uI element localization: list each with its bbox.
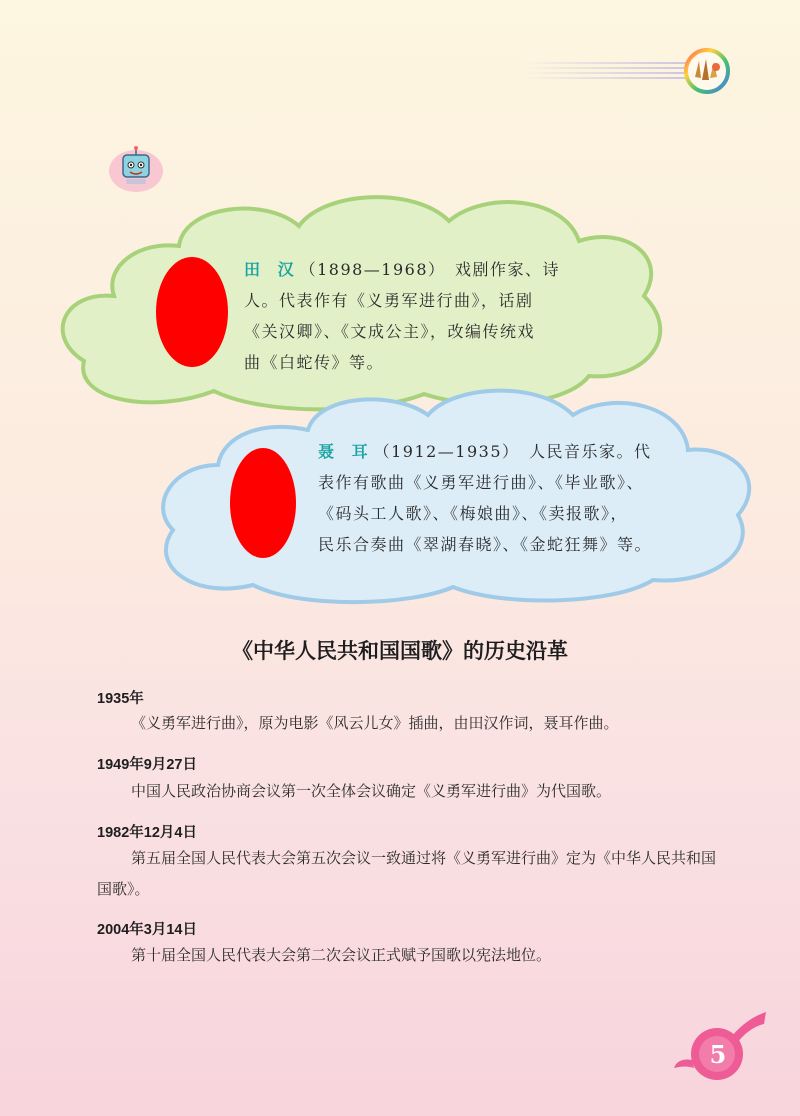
timeline-text: 《义勇军进行曲》，原为电影《风云儿女》插曲，由田汉作词，聂耳作曲。 <box>131 714 619 732</box>
nie-er-name: 聂 耳 <box>318 442 374 461</box>
nie-er-bio <box>318 436 652 560</box>
bio-line: 《码头工人歌》、《梅娘曲》、《卖报歌》， <box>318 504 629 523</box>
timeline-year: 2004年3月14日 <box>97 922 197 938</box>
bio-line: （1912—1935） 人民音乐家。代 <box>373 442 652 461</box>
tian-han-bio <box>244 254 560 378</box>
timeline-year: 1982年12月4日 <box>97 825 197 841</box>
bio-line: （1898—1968） 戏剧作家、诗 <box>299 260 561 279</box>
bio-line: 曲《白蛇传》等。 <box>244 353 385 372</box>
timeline-text: 中国人民政治协商会议第一次全体会议确定《义勇军进行曲》为代国歌。 <box>131 782 612 800</box>
bio-line: 《关汉卿》、《文成公主》，改编传统戏 <box>244 322 536 341</box>
music-instruments-emblem-icon <box>683 47 731 95</box>
nie-er-portrait <box>230 448 296 558</box>
page-number: 5 <box>709 1040 727 1069</box>
timeline-text: 第十届全国人民代表大会第二次会议正式赋予国歌以宪法地位。 <box>131 946 552 964</box>
bio-line: 人。代表作有《义勇军进行曲》，话剧 <box>244 291 534 310</box>
timeline-year: 1935年 <box>97 691 144 707</box>
bio-line: 民乐合奏曲《翠湖春晓》、《金蛇狂舞》等。 <box>318 535 653 554</box>
timeline-text: 第五届全国人民代表大会第五次会议一致通过将《义勇军进行曲》定为《中华人民共和国国歌》。 <box>97 849 717 898</box>
timeline-year: 1949年9月27日 <box>97 757 197 773</box>
tian-han-portrait <box>156 257 228 367</box>
section-title: 《中华人民共和国国歌》的历史沿革 <box>232 639 568 663</box>
header-stripes <box>520 62 690 86</box>
bio-line: 表作有歌曲《义勇军进行曲》、《毕业歌》、 <box>318 473 645 492</box>
tian-han-name: 田 汉 <box>244 260 300 279</box>
